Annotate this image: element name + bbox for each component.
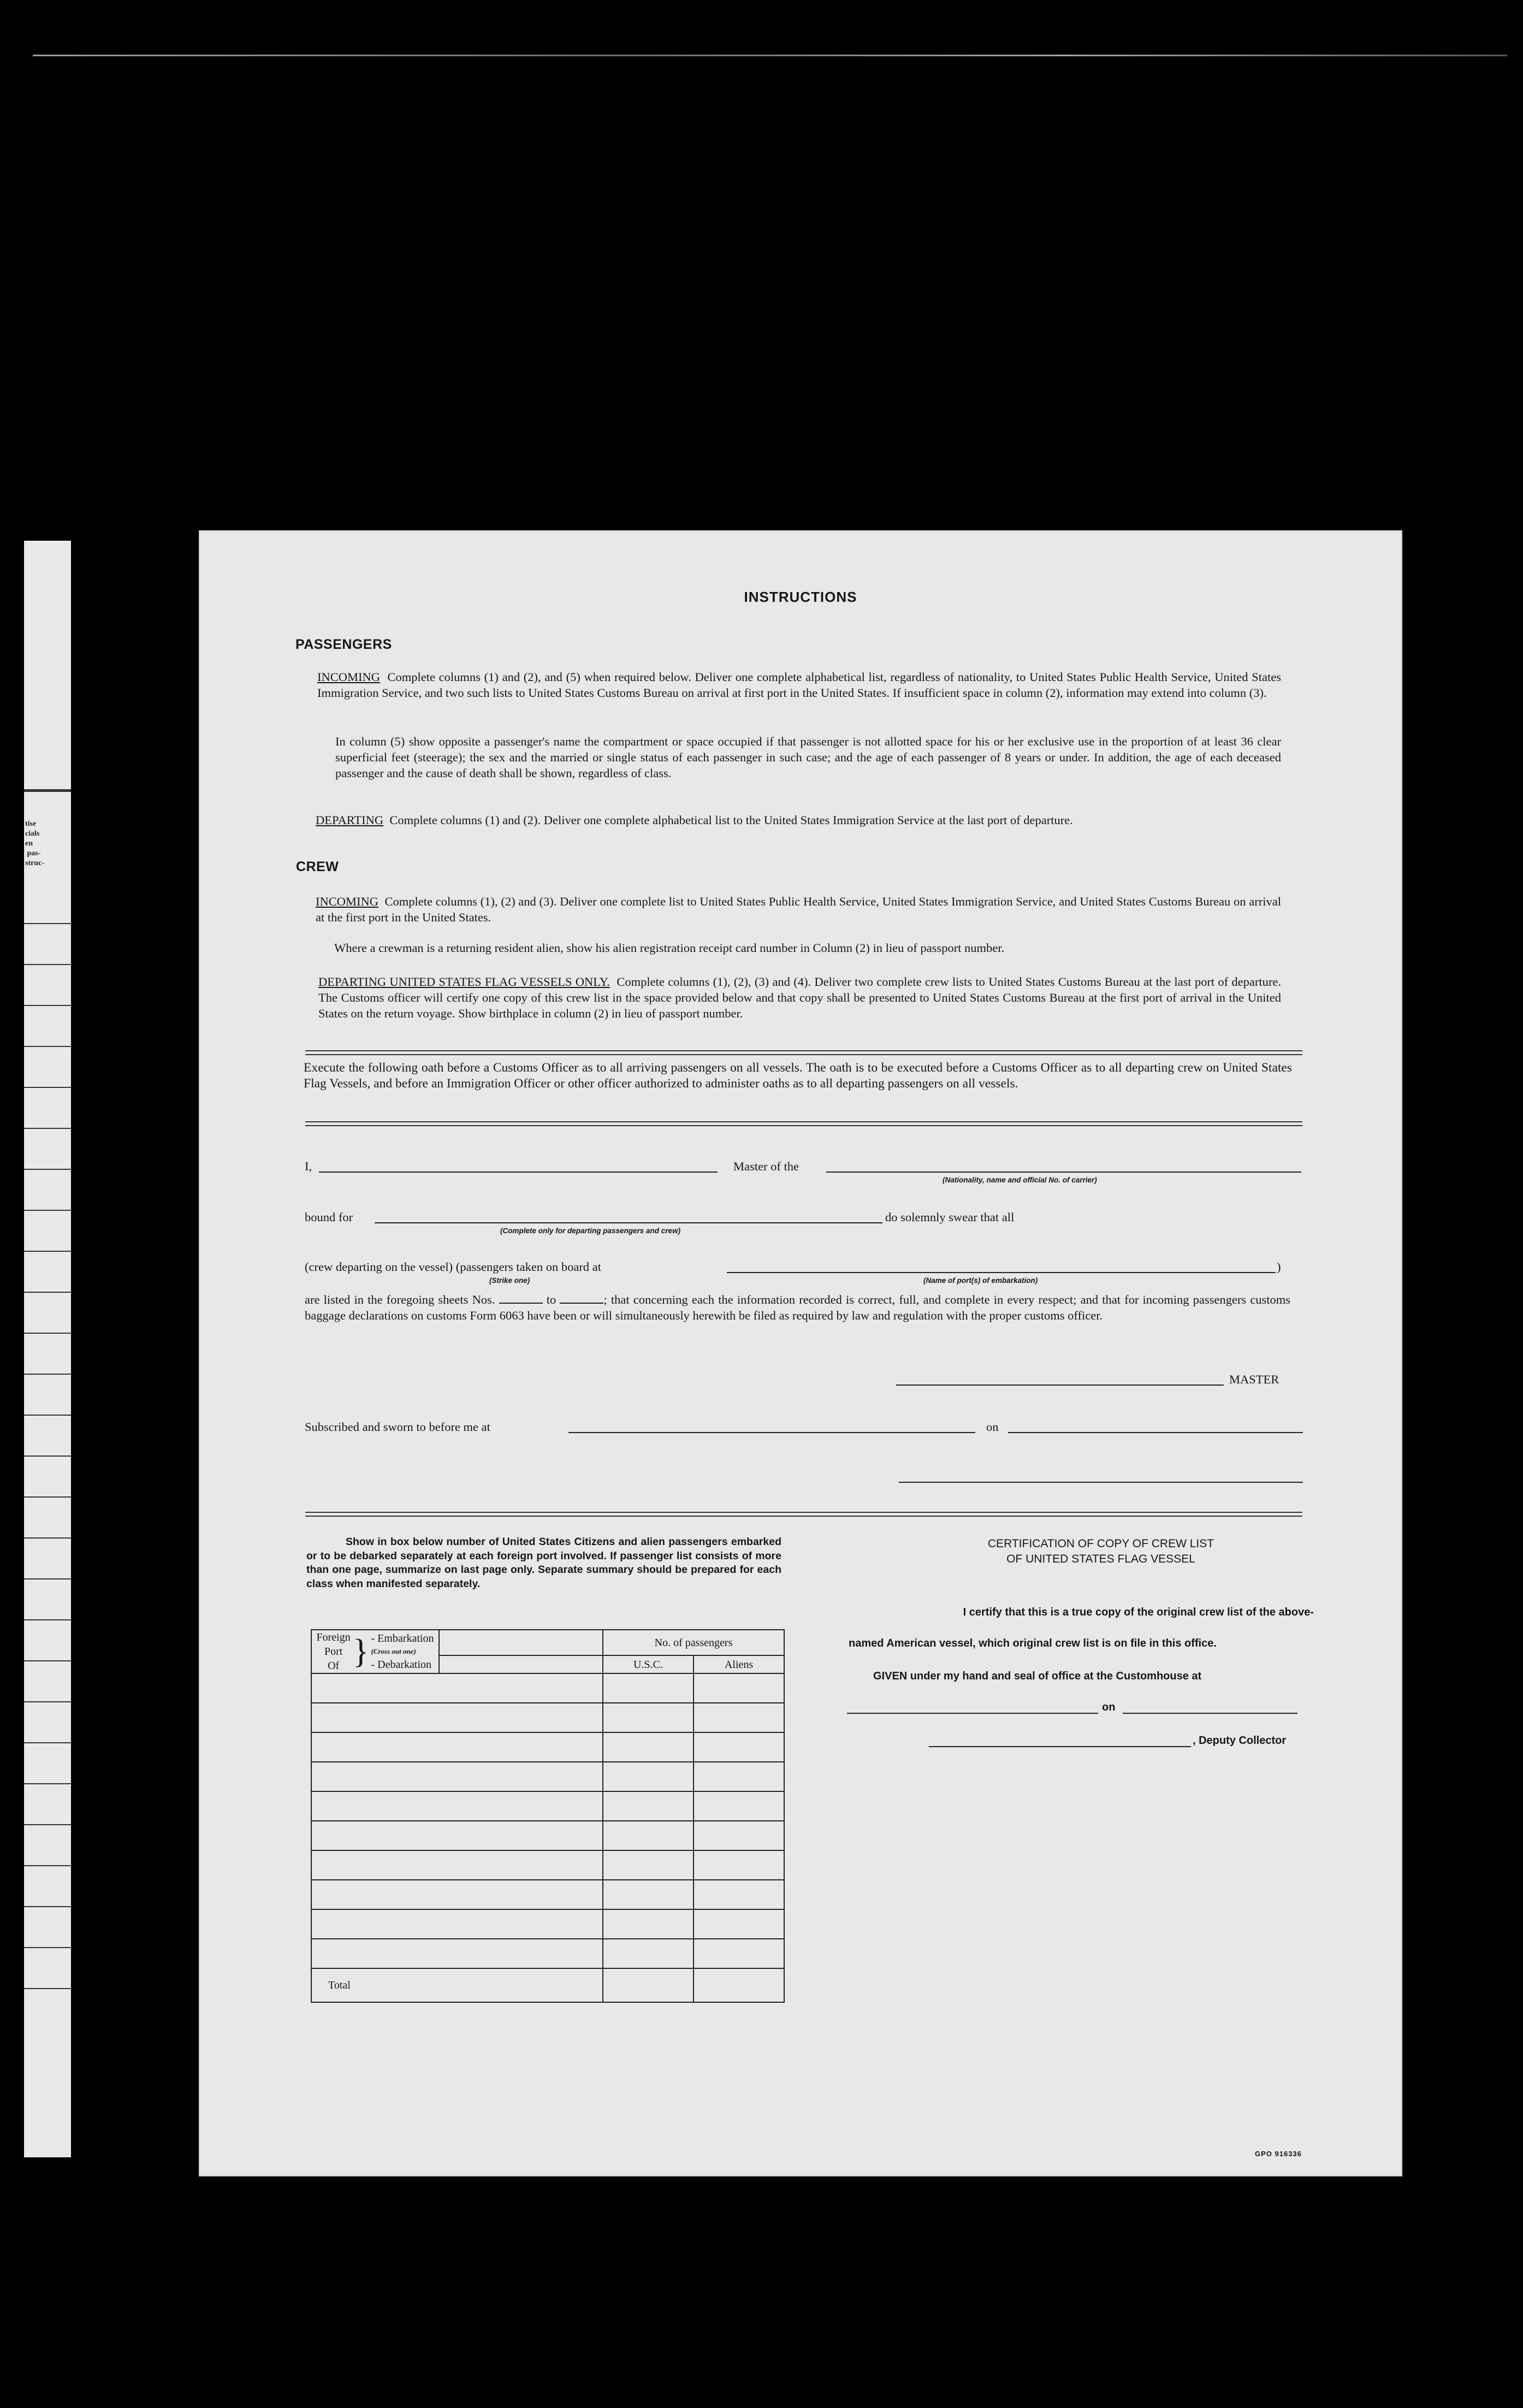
passenger-summary-table [311,1629,785,2003]
strike-one-caption: (Strike one) [489,1276,530,1285]
port-caption: (Name of port(s) of embarkation) [923,1276,1038,1285]
passengers-incoming-text: Complete columns (1) and (2), and (5) when required below. Deliver one complete alphabetical list, regardless of nationality, to United States Public Health Service, United States Immigration Service, and two such lists to United States Customs Bureau on arrival at first port in the United States. If insufficient space in column (2), information may extend into column (3). [317,670,1282,700]
sheets-to: to [546,1293,556,1306]
form-page [200,531,1401,2175]
passengers-heading: PASSENGERS [295,637,392,652]
usc-header: U.S.C. [603,1655,694,1673]
passengers-incoming [317,669,1281,701]
foreign-port-of: Foreign Port Of [316,1631,351,1672]
master-label: MASTER [1229,1372,1279,1386]
deputy-signature-field[interactable] [929,1746,1191,1747]
strip-rule [24,1005,71,1006]
strip-rule [24,1578,71,1579]
bound-for-label: bound for [305,1210,353,1224]
crew-departing-text: (crew departing on the vessel) (passengers taken on board at [305,1260,601,1274]
strip-rule [24,1374,71,1375]
certification-line1: I certify that this is a true copy of the original crew list of the above- [963,1606,1314,1618]
certification-date-field[interactable] [1123,1713,1297,1714]
nationality-caption: (Nationality, name and official No. of carrier) [943,1176,1097,1184]
strip-rule [24,1537,71,1539]
gpo-code: GPO 916336 [1255,2150,1302,2158]
crew-resident-alien: Where a crewman is a returning resident alien, show his alien registration receipt card number in Column (2) in lieu of passport number. [334,941,1005,955]
strip-rule [24,1128,71,1129]
table-row [311,1821,784,1850]
adjacent-page-strip [24,541,71,2157]
crew-departing-label: DEPARTING UNITED STATES FLAG VESSELS ONLY. [318,975,610,989]
sheets-text-b: ; that concerning each the information recorded is correct, full, and complete in every respect; and that for incoming passengers customs baggage declarations on customs Form 6063 have been or will simultaneously herewith be filed as required by law and regulation with the proper customs officer. [305,1293,1291,1322]
table-row [311,1909,784,1939]
strip-rule [24,964,71,965]
table-row [311,1880,784,1909]
total-label: Total [311,1968,603,2002]
subscribed-label: Subscribed and sworn to before me at [305,1420,490,1434]
cross-out-caption: (Cross out one) [371,1647,416,1655]
port-header-cell [311,1630,439,1673]
strip-text: tise cials en pas- struc- [25,820,44,867]
strip-rule [24,1742,71,1743]
sheet-to-field[interactable] [560,1303,603,1304]
strip-rule [24,789,71,792]
bound-for-field[interactable] [375,1222,882,1223]
certification-title-line1: CERTIFICATION OF COPY OF CREW LIST [987,1537,1214,1550]
sheet-from-field[interactable] [499,1303,543,1304]
summary-instructions: Show in box below number of United States Citizens and alien passengers embarked or to be debarked separately at each foreign port involved. If passenger list consists of more than one page, summarize on last page only. Separate summary should be prepared for each class when manifested separately. [306,1536,781,1590]
strip-rule [24,1496,71,1498]
oath-intro: Execute the following oath before a Customs Officer as to all arriving passengers on all vessels. The oath is to be executed before a Customs Officer as to all departing crew on United States Flag Vessels, and before an Immigration Officer or other officer authorized to administer oaths as to all departing passengers on all vessels. [304,1061,1292,1091]
passengers-column5: In column (5) show opposite a passenger's name the compartment or space occupied if that passenger is not allotted space for his or her exclusive use in the proportion of at least 36 clear superficial feet (steerage); the sex and the married or single status of each passenger in such case; and the age of each passenger of 8 years or under. In addition, the age of each deceased passenger and the cause of death shall be shown, regardless of class. [335,735,1281,780]
customhouse-field[interactable] [847,1713,1098,1714]
sworn-place-field[interactable] [568,1432,975,1433]
strip-rule [24,1456,71,1457]
divider-rule [305,1050,1302,1055]
strip-rule [24,923,71,924]
swear-text: do solemnly swear that all [885,1210,1015,1224]
certification-on: on [1102,1701,1116,1713]
carrier-field[interactable] [826,1172,1301,1173]
certification-line2: named American vessel, which original crew list is on file in this office. [849,1637,1217,1649]
strip-rule [24,1169,71,1170]
deputy-collector-label: , Deputy Collector [1193,1735,1287,1747]
aliens-header: Aliens [694,1655,784,1673]
sheets-paragraph [305,1292,1290,1323]
strip-rule [24,1292,71,1293]
table-row [311,1673,784,1703]
strip-rule [24,1824,71,1825]
sheets-text-a: are listed in the foregoing sheets Nos. [305,1293,495,1306]
master-signature-field[interactable] [896,1385,1224,1386]
crew-incoming-label: INCOMING [316,895,378,908]
passengers-departing [316,812,1281,828]
strip-rule [24,1619,71,1620]
divider-rule [305,1121,1302,1126]
certification-title-line2: OF UNITED STATES FLAG VESSEL [1006,1553,1195,1565]
strip-rule [24,1988,71,1989]
strip-rule [24,1701,71,1702]
table-row [311,1939,784,1968]
crew-departing-text: Complete columns (1), (2), (3) and (4). Deliver two complete crew lists to United States Customs Bureau at the last port of departure. The Customs officer will certify one copy of this crew list in the space provided below and that copy shall be presented to United States Customs Bureau at the first port of arrival in the United States on the return voyage. Show birthplace in column (2) in lieu of passport number. [318,975,1282,1020]
port-embarkation-field[interactable] [727,1272,1276,1273]
embarkation-label: - Embarkation [371,1632,434,1644]
strip-rule [24,1046,71,1047]
certification-title [910,1536,1292,1567]
master-of-label: Master of the [733,1159,799,1173]
master-name-field[interactable] [319,1172,718,1173]
brace-glyph: } [352,1633,369,1670]
complete-only-caption: (Complete only for departing passengers and crew) [500,1227,681,1235]
strip-rule [24,1906,71,1907]
page-title: INSTRUCTIONS [744,589,857,605]
passengers-departing-label: DEPARTING [316,813,384,827]
table-row [311,1703,784,1732]
strip-rule [24,1947,71,1948]
table-row [311,1850,784,1880]
strip-rule [24,1783,71,1784]
total-usc-cell[interactable] [603,1968,694,2002]
strip-rule [24,1660,71,1661]
oath-i-label: I, [305,1159,312,1173]
crew-incoming-text: Complete columns (1), (2) and (3). Deliver one complete list to United States Public Health Service, United States Immigration Service, and United States Customs Bureau on arrival at the first port in the United States. [316,895,1281,924]
table-row [311,1732,784,1762]
divider-rule [305,1512,1302,1517]
passengers-departing-text: Complete columns (1) and (2). Deliver one complete alphabetical list to the United States Immigration Service at the last port of departure. [389,813,1073,827]
sworn-on-label: on [986,1420,999,1434]
table-row [311,1791,784,1821]
strip-rule [24,1333,71,1334]
strip-rule [24,1210,71,1211]
strip-rule [24,1865,71,1866]
table-row [311,1762,784,1791]
passengers-incoming-label: INCOMING [317,670,380,684]
strip-rule [24,1415,71,1416]
officer-signature-field[interactable] [899,1482,1303,1483]
certification-line3: GIVEN under my hand and seal of office at the Customhouse at [873,1670,1202,1682]
sworn-date-field[interactable] [1008,1432,1303,1433]
strip-rule [24,1251,71,1252]
scan-top-line [33,55,1507,56]
no-passengers-header: No. of passengers [603,1630,784,1655]
close-paren: ) [1277,1260,1281,1274]
crew-incoming [316,894,1281,925]
total-row [311,1968,784,2002]
crew-heading: CREW [296,859,339,874]
debarkation-label: - Debarkation [371,1659,432,1671]
total-aliens-cell[interactable] [694,1968,784,2002]
crew-departing [318,974,1281,1021]
strip-rule [24,1087,71,1088]
